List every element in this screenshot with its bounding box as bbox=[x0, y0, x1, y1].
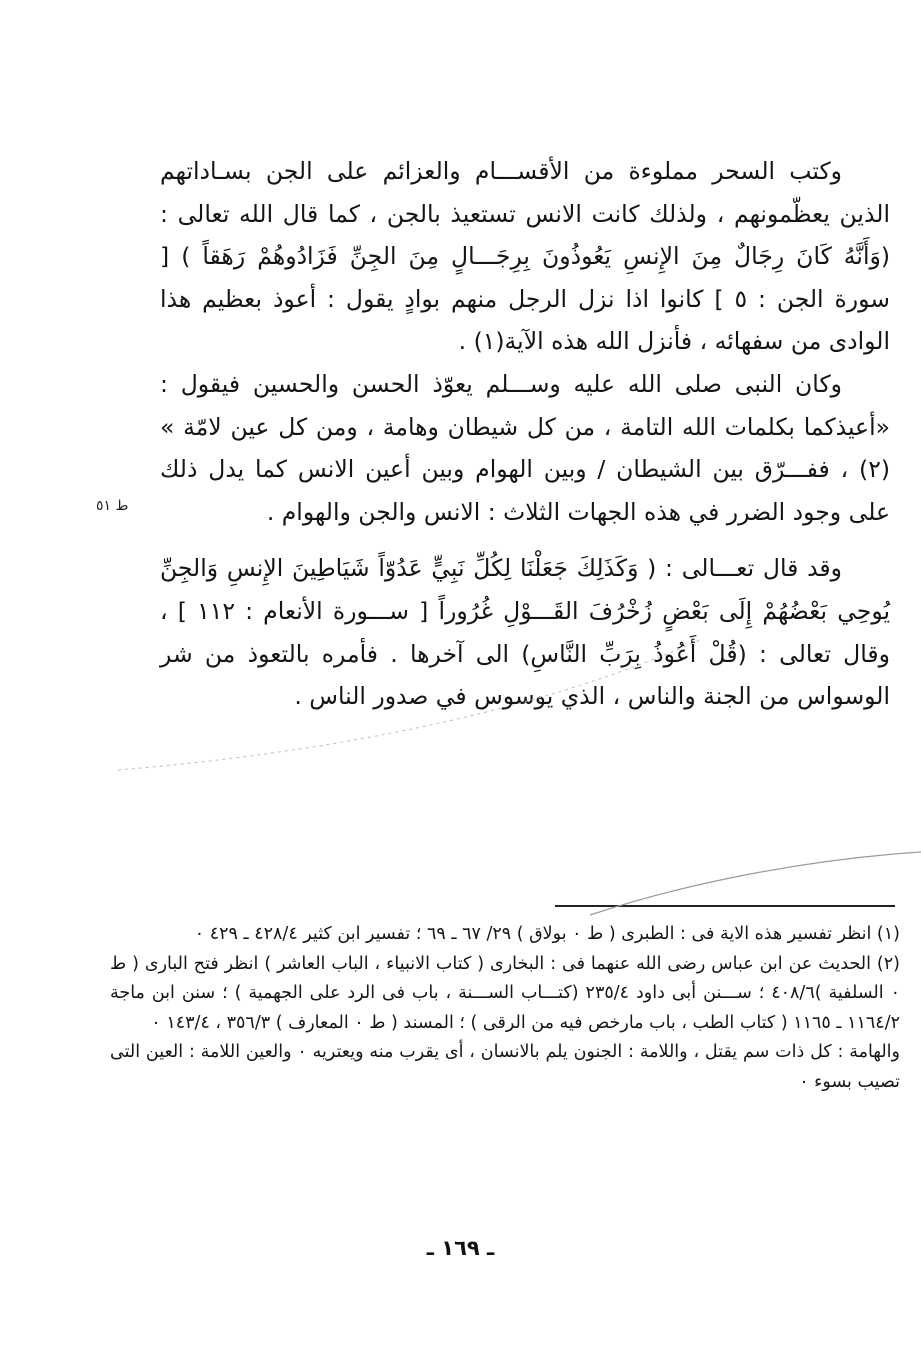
paragraph-1: وكتب السحر مملوءة من الأقســـام والعزائم على الجن بسـاداتهم الذين يعظّمونهم ، ولذلك كانت الانس تستعيذ بالجن ، كما قال الله تعالى : (وَأَنَّهُ كَانَ رِجَالٌ مِنَ الإِنسِ يَعُوذُونَ بِرِجَـــالٍ مِنَ الجِنِّ فَزَادُوهُمْ رَهَقاً ) [ سورة الجن : ٥ ] كانوا اذا نزل الرجل منهم بوادٍ يقول : أعوذ بعظيم هذا الوادى من سفهائه ، فأنزل الله هذه الآية(١) . bbox=[160, 157, 890, 356]
paragraph-2: وكان النبى صلى الله عليه وســـلم يعوّذ الحسن والحسين فيقول : «أعيذكما بكلمات الله التامة ، من كل شيطان وهامة ، ومن كل عين لامّة » (٢) ، ففـــرّق بين الشيطان / وبين الهوام وبين أعين الانس كما يدل ذلك على وجود الضرر في هذه الجهات الثلاث : الانس والجن والهوام . bbox=[160, 369, 890, 526]
page-number: ـ ١٦٩ ـ bbox=[426, 1236, 495, 1260]
footnote-2: (٢) الحديث عن ابن عباس رضى الله عنهما فى : البخارى ( كتاب الانبياء ، الباب العاشر ) انظر فتح البارى ( ط ٠ السلفية )٤٠٨/٦ ؛ ســـنن أبى داود ٢٣٥/٤ (كتـــاب الســـنة ، باب فى الرد على الجهمية ) ؛ سنن ابن ماجة ١١٦٤/٢ ـ ١١٦٥ ( كتاب الطب ، باب مارخص فيه من الرقى ) ؛ المسند ( ط ٠ المعارف ) ٣٥٦/٣ ، ١٤٣/٤ ٠ bbox=[110, 953, 900, 1033]
footnote-divider bbox=[555, 905, 895, 907]
footnotes bbox=[110, 920, 900, 1098]
footnote-1: (١) انظر تفسير هذه الاية فى : الطبرى ( ط ٠ بولاق ) ٢٩/ ٦٧ ـ ٦٩ ؛ تفسير ابن كثير ٤٢٨/٤ ـ ٤٢٩ ٠ bbox=[194, 924, 900, 944]
margin-note: ط ٥١ bbox=[96, 498, 129, 514]
footnote-3: والهامة : كل ذات سم يقتل ، واللامة : الجنون يلم بالانسان ، أى يقرب منه ويعتريه ٠ والعين اللامة : العين التى تصيب بسوء ٠ bbox=[110, 1042, 900, 1092]
main-text bbox=[160, 150, 890, 718]
paragraph-3: وقد قال تعـــالى : ( وَكَذَلِكَ جَعَلْنَا لِكُلِّ نَبِيٍّ عَدُوّاً شَيَاطِينَ الإِنسِ وَالجِنِّ يُوحِي بَعْضُهُمْ إِلَى بَعْضٍ زُخْرُفَ القَـــوْلِ غُرُوراً [ ســـورة الأنعام : ١١٢ ] ، وقال تعالى : (قُلْ أَعُوذُ بِرَبِّ النَّاسِ) الى آخرها . فأمره بالتعوذ من شر الوسواس من الجنة والناس ، الذي يوسوس في صدور الناس . bbox=[160, 554, 891, 711]
